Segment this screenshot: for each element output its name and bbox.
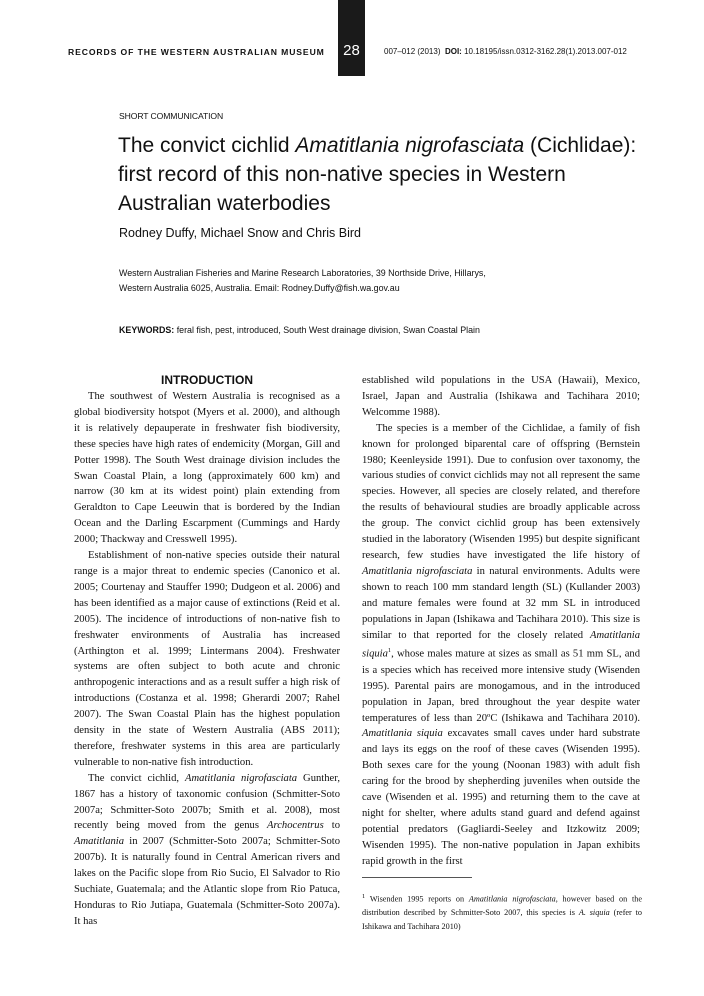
footnote-divider (362, 877, 472, 878)
title-species: Amatitlania nigrofasciata (295, 134, 525, 157)
doi-label: DOI: (444, 47, 462, 56)
page-number-tab (338, 0, 365, 76)
paragraph (362, 421, 640, 870)
paragraph: established wild populations in the USA (Hawaii), Mexico, Israel, Japan and Australia (Ishikawa and Tachihara 2010; Welcomme 1988). (362, 375, 640, 418)
species-name: Amatitlania nigrofasciata (362, 565, 473, 577)
text-run: Gunther, 1867 has a history of taxonomic confusion (Schmitter-Soto 2007a; Schmitter-Soto 2007b; Smith et al. 2008), most recently being moved from the genus (74, 772, 340, 832)
genus-name: Amatitlania (74, 836, 125, 848)
species-name: Amatitlania siquia (362, 728, 443, 740)
keywords (119, 325, 480, 335)
species-name: Amatitlania siquia (362, 629, 640, 660)
genus-name: Archocentrus (267, 820, 324, 832)
paragraph (74, 771, 340, 930)
doi-link[interactable]: 10.18195/issn.0312-3162.28(1).2013.007-012 (464, 47, 627, 56)
species-name: Amatitlania nigrofasciata (185, 772, 298, 784)
left-column (74, 373, 340, 930)
text-run: to (323, 820, 341, 832)
title-part-1: The convict cichlid (118, 134, 296, 157)
section-heading-introduction: INTRODUCTION (161, 373, 253, 387)
text-run: in 2007 (Schmitter-Soto 2007a; Schmitter-Soto 2007b). It is naturally found in Central American rivers and lakes on the Pacific slope from Rio Sucio, El Salvador to Rio Suchiate, Guatemala; and the Atlantic slope from Rio Patuca, Honduras to Rio Jutiapa, Guatemala (Schmitter-Soto 2007a). It has (74, 836, 340, 927)
paragraph: Establishment of non-native species outside their natural range is a major threat to endemic species (Canonico et al. 2005; Courtenay and Stauffer 1990; Dudgeon et al. 2006) and has been identified as a major cause of extinctions (Reid et al. 2005). The incidence of introductions of non-native fish to freshwater environments of Australia has increased (Arthington et al. 1999; Lintermans 2004). Freshwater systems are often subject to both acute and chronic anthropogenic interactions and as a result suffer a high risk of introductions (Costanza et al. 1998; Gherardi 2007; Rahel 2007). The Swan Coastal Plain has the highest population density in the state of Western Australia (ABS 2011); therefore, freshwater systems in this area are particularly vulnerable to non-native fish introduction. (74, 550, 340, 768)
text-run: , however based on the distribution described by Schmitter-Soto 2007, this species is (362, 894, 643, 918)
running-head: RECORDS OF THE WESTERN AUSTRALIAN MUSEUM (68, 47, 325, 57)
affiliation-line-1: Western Australian Fisheries and Marine Research Laboratories, 39 Northside Drive, Hillarys, (119, 268, 486, 278)
species-name: Amatitlania nigrofasciata (468, 894, 556, 904)
header-citation (384, 47, 627, 56)
article-type: SHORT COMMUNICATION (119, 111, 224, 121)
keywords-label: KEYWORDS: (119, 325, 175, 335)
page-number: 28 (343, 42, 360, 59)
title-part-2: (Cichlidae): first record of this non-native species in Western Australian waterbodies (118, 134, 637, 215)
paragraph: The southwest of Western Australia is recognised as a global biodiversity hotspot (Myers et al. 2000), and although it is relatively depauperate in freshwater fish biodiversity, these species have high rates of endemicity (Morgan, Gill and Potter 1998). The South West drainage division includes the Swan Coastal Plain, a long (approximately 600 km) and narrow (30 km at its widest point) plain extending from Geraldton to Cape Leeuwin that is bordered by the Indian Ocean and the Darling Escarpment (Cummings and Hardy 2000; Thackway and Cresswell 1995). (74, 391, 340, 546)
text-run: The convict cichlid, (88, 772, 185, 784)
text-run: (refer to Ishikawa and Tachihara 2010) (362, 908, 642, 931)
page-range: 007–012 (2013) (384, 47, 441, 56)
text-run: , whose males mature at sizes as small as 51 mm SL, and is a species which has received more intensive study (Wisenden 1995). Parental pairs are monogamous, and in the introduced population in Japan, bred throughout the year despite water temperatures of less than 20ºC (Ishikawa and Tachihara 2010). (362, 648, 640, 724)
right-column (362, 373, 640, 870)
affiliation (119, 266, 589, 296)
text-run: The species is a member of the Cichlidae, a family of fish known for prolonged biparental care of offspring (Bernstein 1980; Keenleyside 1991). Due to confusion over taxonomy, the various studies of convict cichlids may not all represent the same species. However, all species are closely related, and therefore the results of behavioural studies are broadly applicable across the group. The convict cichlid group has been extensively studied in the laboratory (Wisenden 1995) but despite significant research, few studies have investigated the life history of (362, 422, 640, 561)
keywords-list: feral fish, pest, introduced, South West drainage division, Swan Coastal Plain (174, 325, 480, 335)
authors: Rodney Duffy, Michael Snow and Chris Bird (119, 226, 362, 240)
affiliation-line-2: Western Australia 6025, Australia. Email: Rodney.Duffy@fish.wa.gov.au (119, 283, 400, 293)
footnote-number: 1 (362, 893, 366, 900)
species-name: A. siquia (578, 908, 610, 918)
text-run: excavates small caves under hard substrate and lays its eggs on the roof of these caves (Wisenden 1995). Both sexes care for the young (Noonan 1983) with adult fish caring for the brood by shepherding juveniles when outside the cave (Wisenden et al. 1995) and returning them to the cave at night for shelter, where adults stand guard and defend against potential predators (Gagliardi-Seeley and Itzkowitz 2009; Wisenden 1995). The non-native population in Japan exhibits rapid growth in the first (362, 728, 641, 867)
article-title (118, 131, 658, 218)
text-run: Wisenden 1995 reports on (365, 894, 469, 904)
text-run: in natural environments. Adults were shown to reach 100 mm standard length (SL) (Kullander 2003) and mature females were found at 32 mm SL in introduced populations in Japan (Ishikawa and Tachihara 2010). This size is similar to that reported for the closely related (362, 565, 640, 641)
footnote (362, 890, 642, 933)
footnote-marker[interactable]: 1 (387, 647, 392, 655)
